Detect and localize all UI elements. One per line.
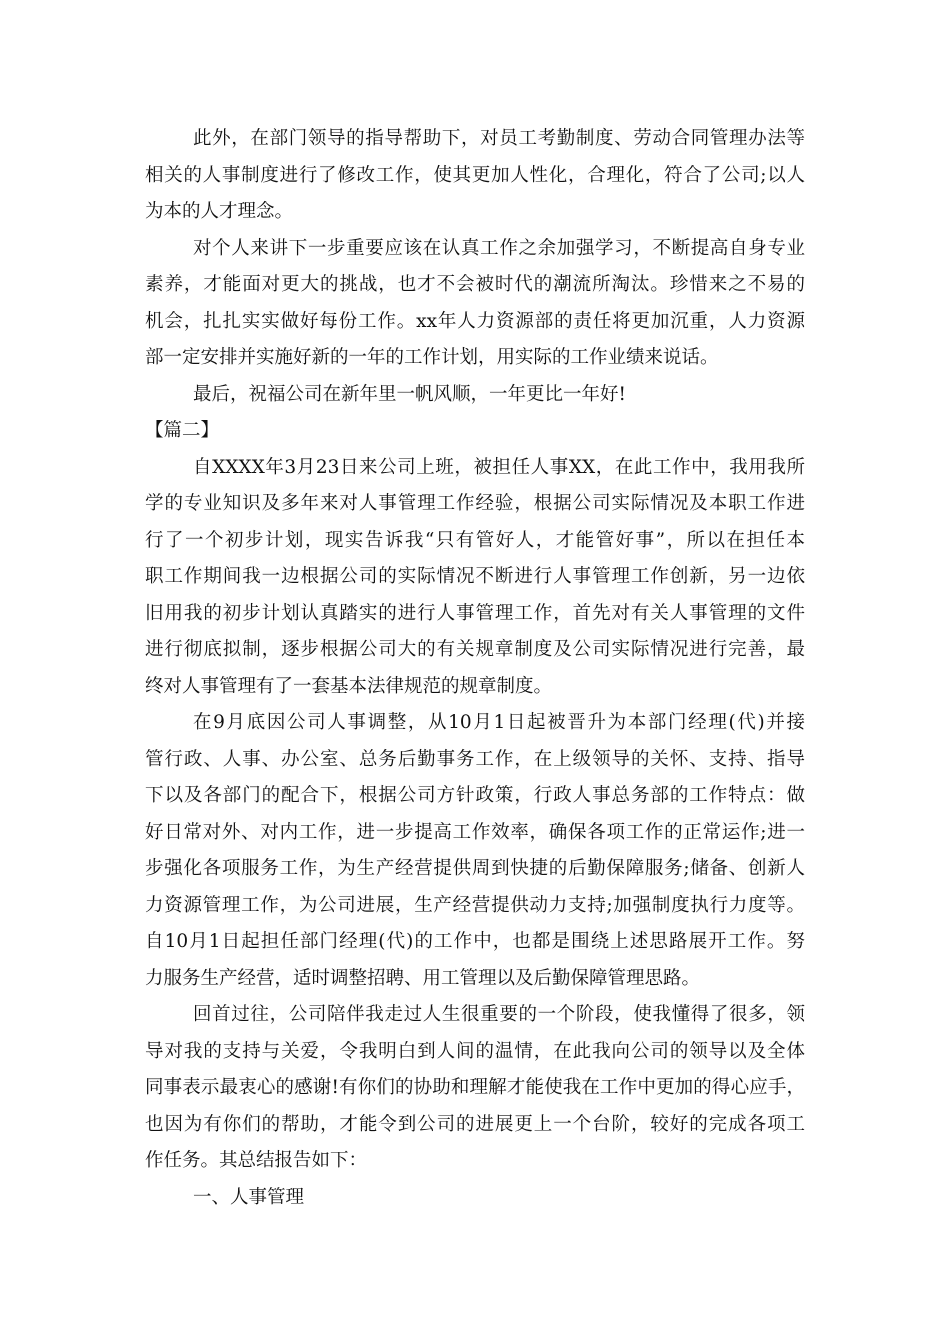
paragraph-line: 同事表示最衷心的感谢!有你们的协助和理解才能使我在工作中更加的得心应手， — [145, 1077, 805, 1098]
paragraph-line: 职工作期间我一边根据公司的实际情况不断进行人事管理工作创新，另一边依 — [145, 566, 805, 587]
paragraph-line: 此外，在部门领导的指导帮助下，对员工考勤制度、劳动合同管理办法等 — [193, 128, 805, 149]
paragraph-line: 机会，扎扎实实做好每份工作。xx年人力资源部的责任将更加沉重，人力资源 — [145, 310, 805, 332]
paragraph-line: 也因为有你们的帮助，才能令到公司的进展更上一个台阶，较好的完成各项工 — [145, 1113, 805, 1135]
paragraph-line: 行了一个初步计划，现实告诉我“只有管好人，才能管好事”，所以在担任本 — [145, 529, 805, 551]
document-page — [145, 121, 805, 1216]
paragraph-line: 下以及各部门的配合下，根据公司方针政策，行政人事总务部的工作特点：做 — [145, 785, 805, 806]
paragraph-line: 在9月底因公司人事调整，从10月1日起被晋升为本部门经理(代)并接 — [193, 712, 805, 733]
paragraph-line: 相关的人事制度进行了修改工作，使其更加人性化，合理化，符合了公司;以人 — [145, 164, 805, 186]
paragraph-line: 自10月1日起担任部门经理(代)的工作中，也都是围绕上述思路展开工作。努 — [145, 931, 805, 952]
paragraph-line: 为本的人才理念。 — [145, 201, 294, 222]
paragraph-line: 管行政、人事、办公室、总务后勤事务工作，在上级领导的关怀、支持、指导 — [145, 748, 805, 770]
paragraph-line: 终对人事管理有了一套基本法律规范的规章制度。 — [145, 675, 553, 697]
subsection-heading: 一、人事管理 — [193, 1186, 305, 1208]
paragraph-line: 素养，才能面对更大的挑战，也才不会被时代的潮流所淘汰。珍惜来之不易的 — [145, 274, 805, 295]
paragraph-line: 对个人来讲下一步重要应该在认真工作之余加强学习，不断提高自身专业 — [193, 237, 805, 259]
paragraph-line: 学的专业知识及多年来对人事管理工作经验，根据公司实际情况及本职工作进 — [145, 493, 805, 514]
paragraph-line: 作任务。其总结报告如下： — [145, 1150, 368, 1171]
paragraph-line: 力资源管理工作，为公司进展，生产经营提供动力支持;加强制度执行力度等。 — [145, 894, 805, 916]
paragraph-line: 部一定安排并实施好新的一年的工作计划，用实际的工作业绩来说话。 — [145, 347, 719, 368]
section-heading: 【篇二】 — [145, 420, 220, 441]
paragraph-line: 旧用我的初步计划认真踏实的进行人事管理工作，首先对有关人事管理的文件 — [145, 602, 805, 624]
paragraph-line: 自XXXX年3月23日来公司上班，被担任人事XX，在此工作中，我用我所 — [193, 456, 805, 478]
paragraph-line: 最后，祝福公司在新年里一帆风顺，一年更比一年好! — [193, 383, 626, 405]
paragraph-line: 回首过往，公司陪伴我走过人生很重要的一个阶段，使我懂得了很多，领 — [193, 1004, 805, 1025]
paragraph-line: 力服务生产经营，适时调整招聘、用工管理以及后勤保障管理思路。 — [145, 967, 701, 989]
paragraph-line: 步强化各项服务工作，为生产经营提供周到快捷的后勤保障服务;储备、创新人 — [145, 858, 805, 879]
paragraph-line: 进行彻底拟制，逐步根据公司大的有关规章制度及公司实际情况进行完善，最 — [145, 639, 805, 660]
paragraph-line: 好日常对外、对内工作，进一步提高工作效率，确保各项工作的正常运作;进一 — [145, 821, 805, 843]
paragraph-line: 导对我的支持与关爱，令我明白到人间的温情，在此我向公司的领导以及全体 — [145, 1040, 805, 1062]
